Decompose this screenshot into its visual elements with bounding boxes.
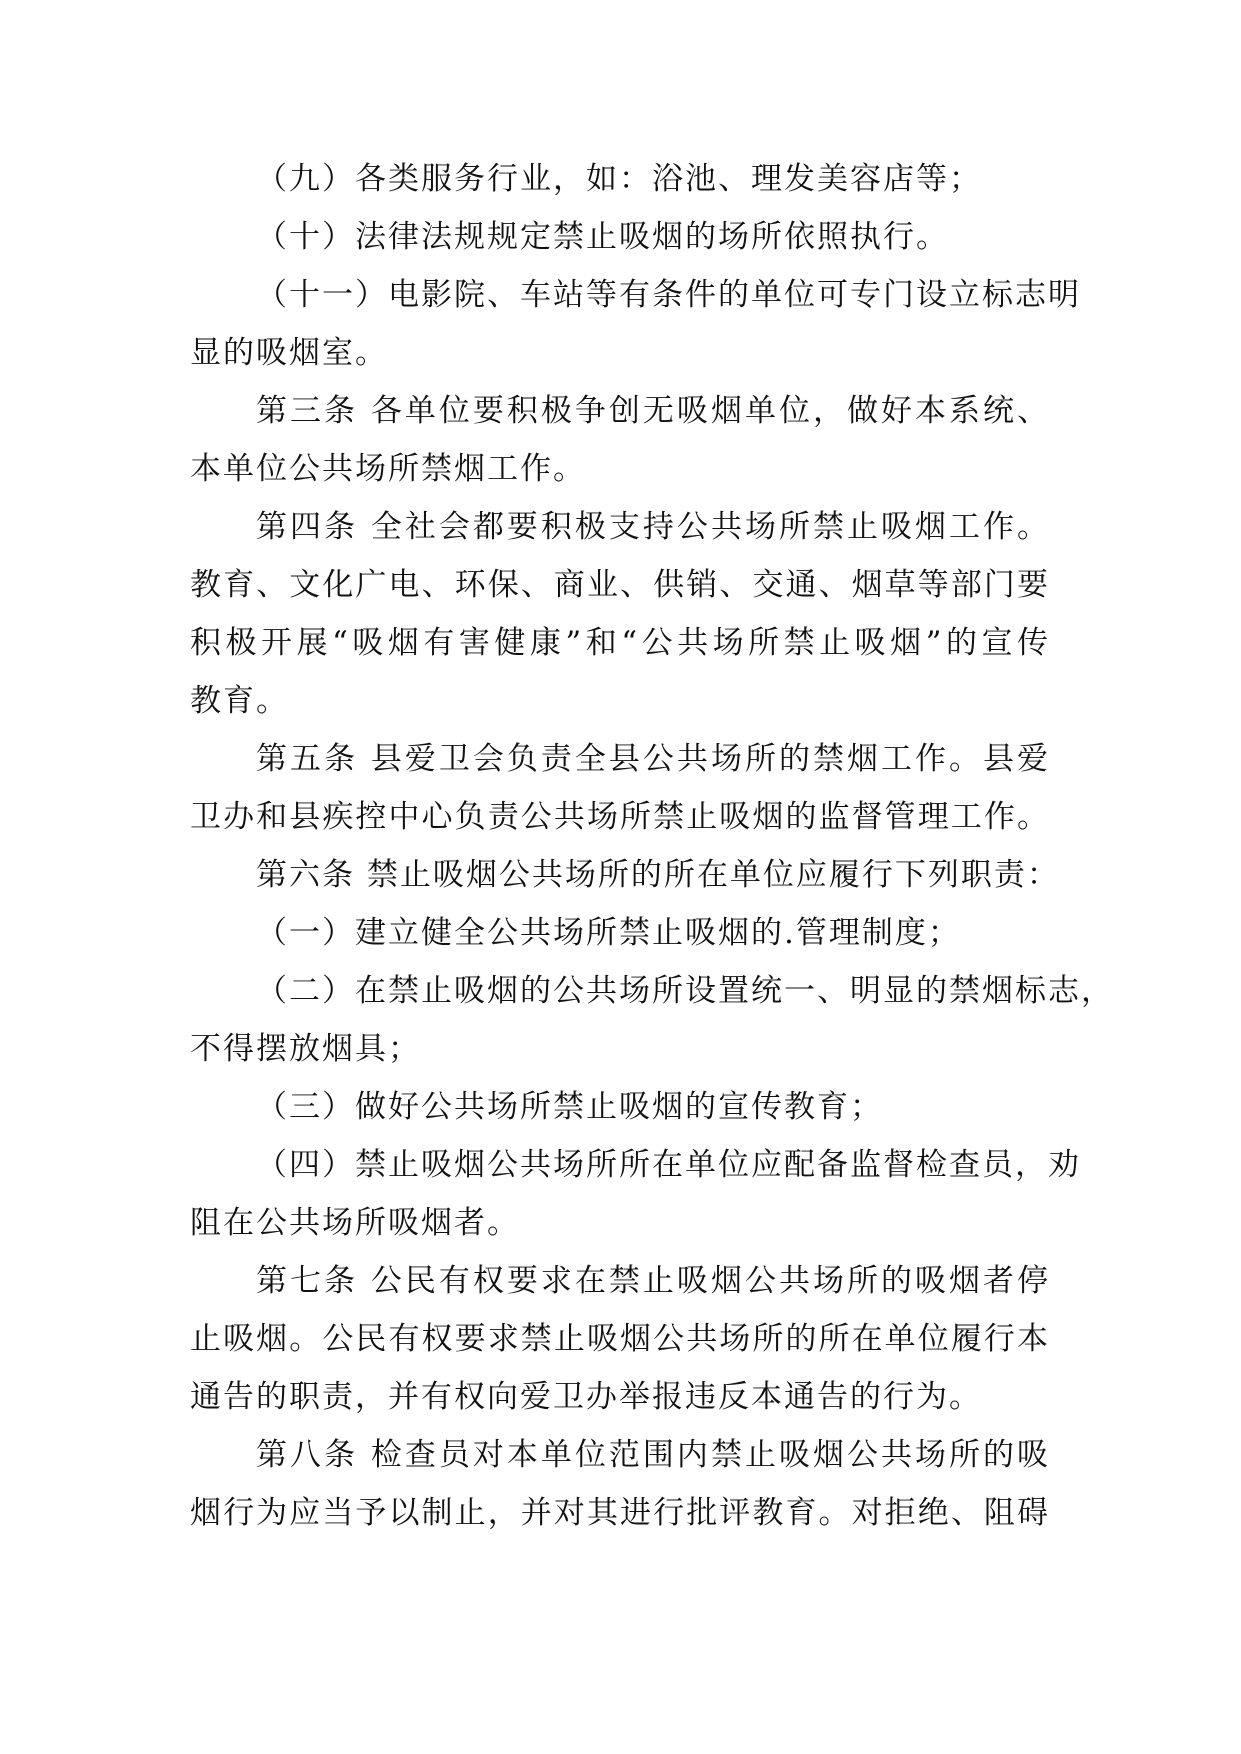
- text-line: 教育。: [190, 683, 289, 719]
- text-line: 第五条 县爱卫会负责全县公共场所的禁烟工作。县爱: [256, 741, 1050, 777]
- text-line: 烟行为应当予以制止，并对其进行批评教育。对拒绝、阻碍: [190, 1495, 1050, 1531]
- text-line: （二）在禁止吸烟的公共场所设置统一、明显的禁烟标志，: [256, 973, 1114, 1009]
- text-line: 第四条 全社会都要积极支持公共场所禁止吸烟工作。: [256, 509, 1050, 545]
- text-line: 不得摆放烟具；: [190, 1031, 421, 1067]
- text-line: 教育、文化广电、环保、商业、供销、交通、烟草等部门要: [190, 567, 1050, 603]
- text-line: （十）法律法规规定禁止吸烟的场所依照执行。: [256, 219, 949, 255]
- text-line: 止吸烟。公民有权要求禁止吸烟公共场所的所在单位履行本: [190, 1321, 1050, 1357]
- text-line: 本单位公共场所禁烟工作。: [190, 451, 586, 487]
- text-line: （九）各类服务行业，如：浴池、理发美容店等；: [256, 161, 982, 197]
- text-line: 第三条 各单位要积极争创无吸烟单位，做好本系统、: [256, 393, 1050, 429]
- text-line: （一）建立健全公共场所禁止吸烟的.管理制度；: [256, 915, 961, 951]
- text-line: 第六条 禁止吸烟公共场所的所在单位应履行下列职责：: [256, 857, 1060, 893]
- text-line: （四）禁止吸烟公共场所所在单位应配备监督检查员，劝: [256, 1147, 1081, 1183]
- text-line: （三）做好公共场所禁止吸烟的宣传教育；: [256, 1089, 883, 1125]
- text-line: 第八条 检查员对本单位范围内禁止吸烟公共场所的吸: [256, 1437, 1050, 1473]
- text-line: 阻在公共场所吸烟者。: [190, 1205, 520, 1241]
- text-line: 第七条 公民有权要求在禁止吸烟公共场所的吸烟者停: [256, 1263, 1050, 1299]
- text-line: （十一）电影院、车站等有条件的单位可专门设立标志明: [256, 277, 1081, 313]
- text-line: 通告的职责，并有权向爱卫办举报违反本通告的行为。: [190, 1379, 982, 1415]
- text-line: 卫办和县疾控中心负责公共场所禁止吸烟的监督管理工作。: [190, 799, 1050, 835]
- text-line: 积极开展“吸烟有害健康”和“公共场所禁止吸烟”的宣传: [190, 625, 1050, 661]
- text-line: 显的吸烟室。: [190, 335, 388, 371]
